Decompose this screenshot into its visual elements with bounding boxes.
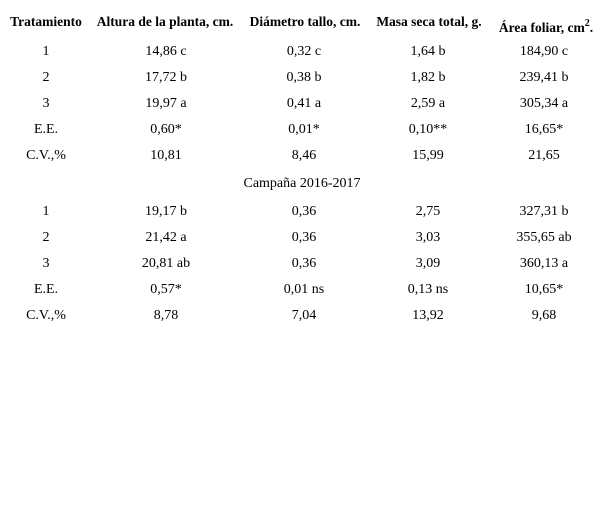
table-row [0,68,604,92]
header-area-foliar-suffix: . [589,20,594,35]
header-diametro: Diámetro tallo, cm. [249,14,361,29]
cell-diametro: 0,01 ns [283,282,325,297]
cell-altura: 0,60* [150,122,182,137]
cell-masa-seca: 3,03 [415,230,441,245]
table-row [0,254,604,278]
cell-tratamiento: 1 [42,44,50,59]
table-row [0,94,604,118]
cell-diametro: 0,36 [291,230,317,245]
cell-altura: 19,97 a [145,96,187,111]
cell-altura: 17,72 b [145,70,187,85]
cell-area-foliar: 327,31 b [519,204,569,219]
cell-masa-seca: 2,75 [415,204,441,219]
cell-tratamiento: 3 [42,256,50,271]
table-row [0,120,604,144]
cell-diametro: 7,04 [291,308,317,323]
cell-diametro: 8,46 [291,148,317,163]
cell-masa-seca: 1,82 b [410,70,446,85]
section-row [0,174,604,198]
cell-tratamiento: E.E. [33,122,59,137]
table-row [0,228,604,252]
table-header-row [0,12,604,36]
cell-tratamiento: C.V.,% [26,148,66,163]
cell-diametro: 0,36 [291,256,317,271]
cell-diametro: 0,32 c [286,44,322,59]
cell-area-foliar: 184,90 c [519,44,569,59]
cell-masa-seca: 2,59 a [410,96,446,111]
cell-diametro: 0,36 [291,204,317,219]
section-label: Campaña 2016-2017 [243,176,361,191]
table-row [0,306,604,330]
cell-area-foliar: 16,65* [524,122,564,137]
cell-altura: 21,42 a [145,230,187,245]
cell-tratamiento: 1 [42,204,50,219]
table-row [0,146,604,170]
header-tratamiento: Tratamiento [10,14,82,29]
table-row [0,280,604,304]
cell-area-foliar: 10,65* [524,282,564,297]
header-masa-seca: Masa seca total, g. [376,14,482,29]
header-altura: Altura de la planta, cm. [96,14,234,29]
cell-diametro: 0,41 a [286,96,322,111]
cell-diametro: 0,01* [288,122,320,137]
cell-masa-seca: 0,13 ns [407,282,449,297]
cell-area-foliar: 9,68 [531,308,557,323]
cell-altura: 8,78 [153,308,179,323]
cell-area-foliar: 239,41 b [519,70,569,85]
cell-tratamiento: 2 [42,70,50,85]
cell-masa-seca: 1,64 b [410,44,446,59]
cell-altura: 14,86 c [145,44,187,59]
cell-diametro: 0,38 b [286,70,322,85]
cell-altura: 10,81 [150,148,182,163]
cell-tratamiento: E.E. [33,282,59,297]
table-row [0,42,604,66]
cell-altura: 19,17 b [145,204,187,219]
cell-area-foliar: 360,13 a [519,256,569,271]
table-row [0,202,604,226]
cell-masa-seca: 15,99 [412,148,444,163]
cell-masa-seca: 3,09 [415,256,441,271]
header-area-foliar [492,18,600,38]
cell-area-foliar: 355,65 ab [516,230,572,245]
cell-masa-seca: 0,10** [408,122,448,137]
cell-altura: 20,81 ab [141,256,191,271]
header-area-foliar-text: Área foliar, cm [498,20,585,35]
cell-area-foliar: 305,34 a [519,96,569,111]
header-area-foliar-exponent: 2 [584,18,590,29]
cell-masa-seca: 13,92 [412,308,444,323]
cell-tratamiento: C.V.,% [26,308,66,323]
cell-altura: 0,57* [150,282,182,297]
cell-tratamiento: 2 [42,230,50,245]
cell-tratamiento: 3 [42,96,50,111]
cell-area-foliar: 21,65 [528,148,560,163]
